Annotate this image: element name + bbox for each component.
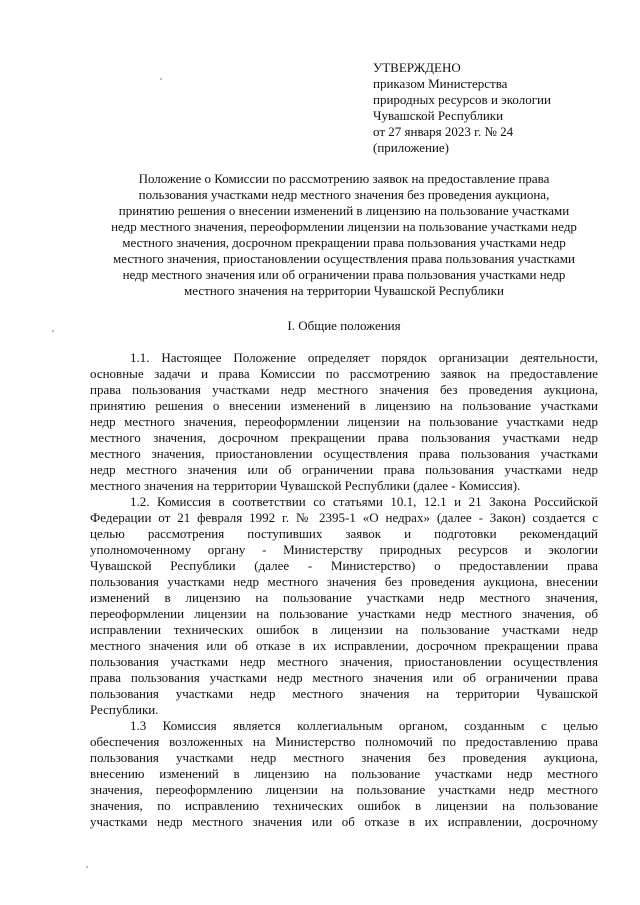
text-line: Чувашской Республики (далее - Министерство) о предоставлении права <box>90 558 598 573</box>
text-line: значения, переоформлению лицензии на пользование участками недр местного <box>90 782 598 797</box>
text-line: права пользования участками недр местного значения без проведения аукциона, <box>90 382 598 397</box>
approval-line: природных ресурсов и экологии <box>373 92 551 107</box>
text-line: обеспечения возложенных на Министерство полномочий по предоставлению права <box>90 734 598 749</box>
section-heading: I. Общие положения <box>287 318 401 333</box>
title-line: местного значения, приостановлении осуществления права пользования участками <box>113 251 575 266</box>
scan-speck <box>52 330 54 332</box>
text-line: местного значения или об отказе в их исправлении, досрочном прекращении права <box>90 638 598 653</box>
text-line: недр местного значения или об ограничении права пользования участками недр <box>90 462 598 477</box>
paragraph-1-3 <box>90 718 598 830</box>
title-line: недр местного значения, переоформлении лицензии на пользование участками недр <box>111 219 577 234</box>
paragraph-1-2 <box>90 494 598 718</box>
document-title <box>90 171 598 299</box>
scan-speck <box>86 866 88 868</box>
title-line: местного значения, досрочном прекращении права пользования участками недр <box>122 235 566 250</box>
text-line: местного значения на территории Чувашской Республики (далее - Комиссия). <box>90 478 521 493</box>
text-line: 1.2. Комиссия в соответствии со статьями 10.1, 12.1 и 21 Закона Российской <box>130 494 598 509</box>
text-line: местного значения, досрочном прекращении права пользования участками недр <box>90 430 598 445</box>
approval-line: приказом Министерства <box>373 76 508 91</box>
title-line: пользования участками недр местного значения без проведения аукциона, <box>138 187 550 202</box>
text-line: внесению изменений в лицензию на пользование участками недр местного <box>90 766 598 781</box>
approval-heading: УТВЕРЖДЕНО <box>373 60 461 75</box>
text-line: принятию решения о внесении изменений в лицензию на пользование участками <box>90 398 598 413</box>
text-line: 1.1. Настоящее Положение определяет порядок организации деятельности, <box>130 350 598 365</box>
paragraph-1-1 <box>90 350 598 494</box>
text-line: исправлении технических ошибок в лицензии на пользование участками недр <box>90 622 598 637</box>
approval-line: Чувашской Республики <box>373 108 504 123</box>
text-line: Федерации от 21 февраля 1992 г. № 2395-1 «О недрах» (далее - Закон) создается с <box>90 510 598 525</box>
text-line: изменений в лицензию на пользование участками недр местного значения, <box>90 590 598 605</box>
text-line: права пользования участками недр местного значения или об ограничении права <box>90 670 598 685</box>
approval-block <box>373 60 623 156</box>
text-line: участками недр местного значения или об отказе в их исправлении, досрочному <box>90 814 598 829</box>
text-line: значения, по исправлению технических ошибок в лицензии на пользование <box>90 798 598 813</box>
approval-line: от 27 января 2023 г. № 24 <box>373 124 514 139</box>
text-line: уполномоченному органу - Министерству природных ресурсов и экологии <box>90 542 598 557</box>
text-line: целью рассмотрения поступивших заявок и подготовки рекомендаций <box>90 526 598 541</box>
text-line: недр местного значения, переоформлении лицензии на пользование участками недр <box>90 414 598 429</box>
text-line: местного значения, приостановлении осуществления права пользования участками <box>90 446 598 461</box>
text-line: Республики. <box>90 702 159 717</box>
scan-speck <box>160 78 162 80</box>
text-line: пользования участками недр местного значения на территории Чувашской <box>90 686 598 701</box>
text-line: пользования участками недр местного значения без проведения аукциона, внесении <box>90 574 598 589</box>
text-line: пользования участками недр местного значения без проведения аукциона, <box>90 750 598 765</box>
text-line: пользования участками недр местного значения, приостановлении осуществления <box>90 654 598 669</box>
document-body <box>90 350 598 830</box>
text-line: 1.3 Комиссия является коллегиальным органом, созданным с целью <box>130 718 598 733</box>
title-line: недр местного значения или об ограничении права пользования участками недр <box>122 267 566 282</box>
approval-line: (приложение) <box>373 140 450 155</box>
title-line: местного значения на территории Чувашской Республики <box>184 283 504 298</box>
text-line: основные задачи и права Комиссии по рассмотрению заявок на предоставление <box>90 366 598 381</box>
text-line: переоформлении лицензии на пользование участками недр местного значения, об <box>90 606 598 621</box>
title-line: Положение о Комиссии по рассмотрению заявок на предоставление права <box>138 171 550 186</box>
title-line: принятию решения о внесении изменений в лицензию на пользование участками <box>118 203 570 218</box>
